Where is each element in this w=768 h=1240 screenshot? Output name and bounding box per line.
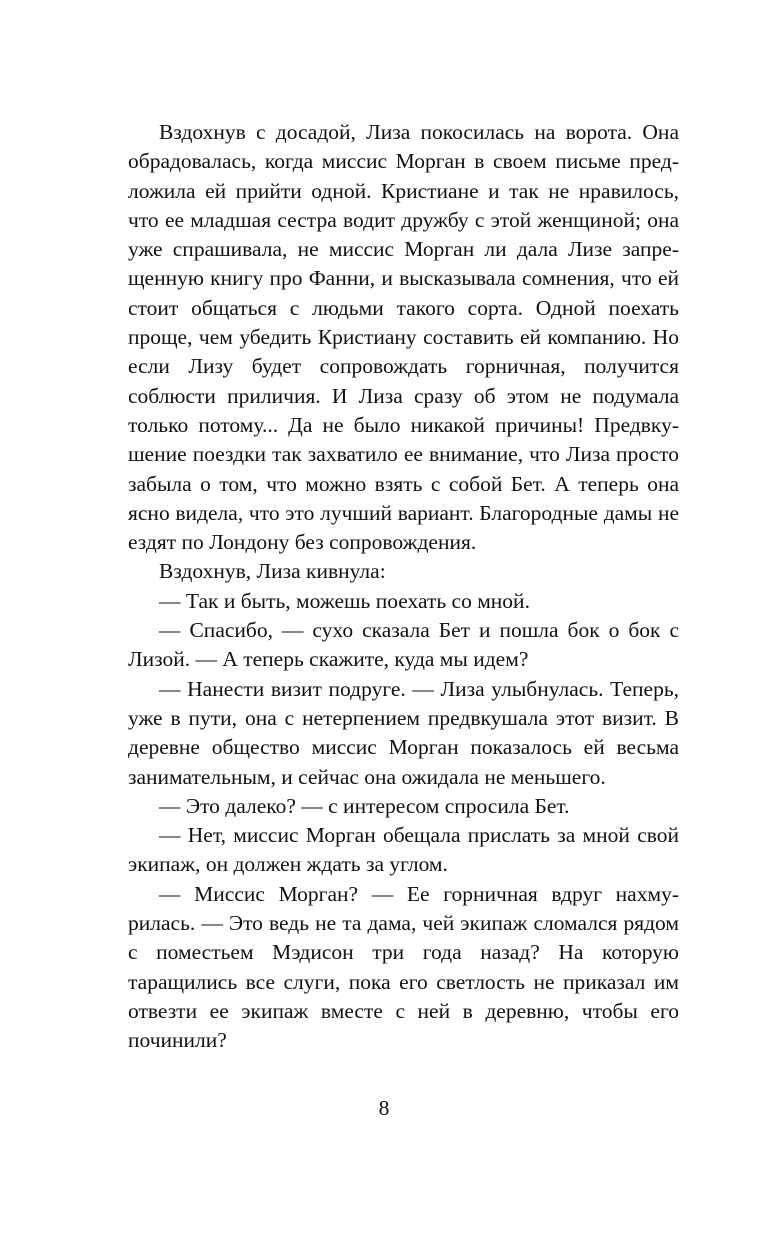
paragraph: — Миссис Морган? — Ее горничная вдруг нахмурилась. — Это ведь не та дама, чей экипаж сломался рядом с поместьем Мэдисон три года назад? На которую таращились все слуги, пока его светлость не приказал им отвезти ее экипаж вместе с ней в деревню, чтобы его починили?	[128, 881, 679, 1053]
paragraph: Вздохнув, Лиза кивнула:	[159, 559, 386, 584]
paragraph: — Это далеко? — с интересом спросила Бет.	[159, 793, 570, 818]
page-number: 8	[378, 1096, 390, 1120]
paragraph: — Нанести визит подруге. — Лиза улыбнулась. Теперь, уже в пути, она с нетерпением предвкушала этот визит. В деревне общество миссис Морган показалось ей весьма занимательным, и сейчас она ожидала не меньшего.	[128, 676, 679, 789]
body-text	[128, 118, 679, 1056]
paragraph: Вздохнув с досадой, Лиза покосилась на ворота. Она обрадовалась, когда миссис Морган в своем письме предложила ей прийти одной. Кристиане и так не нравилось, что ее младшая сестра водит дружбу с этой женщиной; она уже спрашивала, не миссис Морган ли дала Лизе запрещенную книгу про Фанни, и высказывала сомнения, что ей стоит общаться с людьми такого сорта. Одной поехать проще, чем убедить Кристиану составить ей компанию. Но если Лизу будет сопровождать горничная, получится соблюсти приличия. И Лиза сразу об этом не подумала только потому... Да не было никакой причины! Предвкушение поездки так захватило ее внимание, что Лиза просто забыла о том, что можно взять с собой Бет. А теперь она ясно видела, что это лучший вариант. Благородные дамы не ездят по Лондону без сопровождения.	[128, 120, 679, 555]
paragraph: — Спасибо, — сухо сказала Бет и пошла бок о бок с Лизой. — А теперь скажите, куда мы идем?	[128, 618, 679, 672]
paragraph: — Нет, миссис Морган обещала прислать за мной свой экипаж, он должен ждать за углом.	[128, 823, 679, 877]
paragraph: — Так и быть, можешь поехать со мной.	[159, 588, 530, 613]
